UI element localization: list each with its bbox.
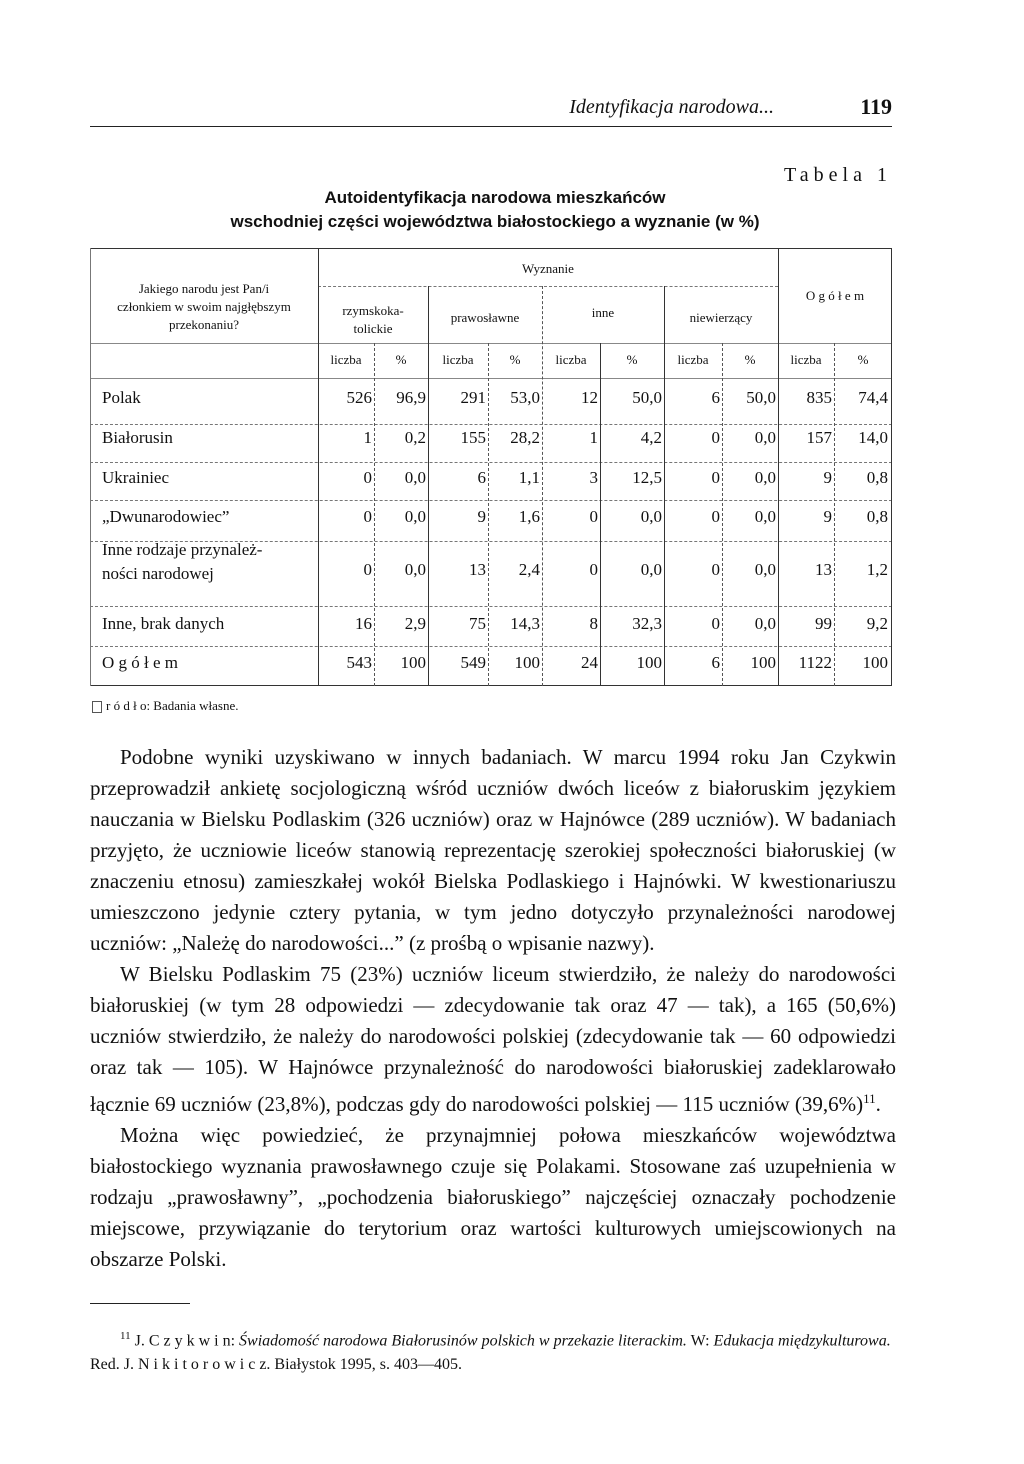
table-cell: 1,6 [518, 507, 540, 526]
table-cell: 100 [400, 653, 426, 672]
table-caption-line2: wschodniej części województwa białostockiego a wyznanie (w %) [230, 212, 760, 231]
sub-header-pct: % [857, 352, 869, 367]
table-cell: 16 [355, 614, 372, 633]
row-label: Białorusin [102, 428, 173, 447]
sub-header-pct: % [509, 352, 521, 367]
table-cell: 0,0 [640, 507, 662, 526]
col-header-niewierzacy: niewierzący [689, 310, 753, 325]
table-cell: 0 [711, 428, 720, 447]
table-cell: 3 [589, 468, 598, 487]
question-header: Jakiego narodu jest Pan/i członkiem w swoim najgłębszym przekonaniu? [117, 281, 291, 332]
col-header-prawoslawne: prawosławne [450, 310, 520, 325]
table-cell: 526 [346, 388, 372, 407]
table-cell: 13 [815, 560, 832, 579]
footnote-in: W: [690, 1332, 710, 1350]
table-cell: 53,0 [510, 388, 540, 407]
table-cell: 0,8 [866, 507, 888, 526]
table-cell: 0,8 [866, 468, 888, 487]
table-cell: 99 [815, 614, 832, 633]
data-table [90, 248, 892, 688]
sub-header-liczba: liczba [330, 352, 362, 367]
footnote-editor: Red. J. N i k i t o r o w i c z. [90, 1356, 271, 1374]
footnote-number: 11 [120, 1330, 131, 1342]
row-label: Ukrainiec [102, 468, 170, 487]
page-number: 119 [860, 94, 892, 119]
sub-header-liczba: liczba [677, 352, 709, 367]
table-cell: 13 [469, 560, 486, 579]
paragraph-3: Można więc powiedzieć, że przynajmniej połowa mieszkańców województwa białostockiego wyznania prawosławnego czuje się Polakami. Stosowane zaś uzupełnienia w rodzaju „prawosławny”, „pochodzenia białoruskiego” najczęściej oznaczały pochodzenie miejscowe, przywiązanie do terytorium oraz wartości kulturowych umiejscowionych na obszarze Polski. [90, 1123, 896, 1271]
table-cell: 0,0 [640, 560, 662, 579]
table-cell: 0,0 [754, 428, 776, 447]
table-cell: 0,0 [754, 468, 776, 487]
footnote-author: J. C z y k w i n: [134, 1332, 236, 1350]
footnote-book: Edukacja międzykulturowa. [713, 1332, 891, 1350]
table-cell: 0,0 [404, 560, 426, 579]
table-cell: 9 [477, 507, 486, 526]
table-cell: 32,3 [632, 614, 662, 633]
col-header-rzymskokatolickie: rzymskoka- tolickie [342, 303, 404, 336]
table-cell: 0 [589, 560, 598, 579]
table-cell: 9 [823, 468, 832, 487]
table-cell: 0 [711, 468, 720, 487]
sub-header-pct: % [744, 352, 756, 367]
table-cell: 100 [750, 653, 776, 672]
footnote-title: Świadomość narodowa Białorusinów polskich w przekazie literackim. [239, 1332, 687, 1350]
table-cell: 549 [460, 653, 486, 672]
table-cell: 74,4 [858, 388, 888, 407]
table-cell: 100 [862, 653, 888, 672]
table-cell: 0,2 [404, 428, 426, 447]
sub-header-pct: % [626, 352, 638, 367]
table-cell: 14,0 [858, 428, 888, 447]
col-header-inne: inne [591, 305, 615, 320]
row-label: Inne, brak danych [102, 614, 225, 633]
table-caption [150, 186, 840, 234]
table-cell: 6 [711, 653, 720, 672]
body-text [90, 742, 896, 1275]
row-label: „Dwunarodowiec” [102, 507, 230, 526]
table-cell: 1 [363, 428, 372, 447]
sub-header-liczba: liczba [442, 352, 474, 367]
table-cell: 0 [363, 560, 372, 579]
table-cell: 4,2 [640, 428, 662, 447]
table-caption-line1: Autoidentyfikacja narodowa mieszkańców [324, 188, 666, 207]
table-label: Tabela 1 [783, 164, 892, 186]
table-cell: 0 [711, 560, 720, 579]
table-cell: 0,0 [754, 560, 776, 579]
table-cell: 835 [806, 388, 832, 407]
table-cell: 6 [711, 388, 720, 407]
paragraph-1: Podobne wyniki uzyskiwano w innych badaniach. W marcu 1994 roku Jan Czykwin przeprowadził ankietę socjologiczną wśród uczniów dwóch liceów z białoruskim językiem nauczania w Bielsku Podlaskim (326 uczniów) oraz w Hajnówce (289 uczniów). W badaniach przyjęto, że uczniowie liceów stanowią reprezentację szerokiej społeczności białoruskiej (w znaczeniu etnosu) zamieszkałej wokół Bielska Podlaskiego i Hajnówki. W kwestionariuszu umieszczono jedynie cztery pytania, w tym jedno dotyczyło przynależności narodowej uczniów: „Należę do narodowości...” (z prośbą o wpisanie nazwy). [90, 745, 896, 955]
table-cell: 157 [806, 428, 832, 447]
footnote-divider [90, 1303, 190, 1304]
table-cell: 1122 [798, 653, 832, 672]
col-header-ogolem: O g ó ł e m [805, 288, 865, 303]
group-header: Wyznanie [522, 261, 574, 276]
table-cell: 155 [460, 428, 486, 447]
table-cell: 50,0 [746, 388, 776, 407]
table-cell: 543 [346, 653, 372, 672]
table-cell: 1,2 [866, 560, 888, 579]
table-cell: 0 [363, 507, 372, 526]
table-cell: 28,2 [510, 428, 540, 447]
table-cell: 291 [460, 388, 486, 407]
table-cell: 1,1 [518, 468, 540, 487]
table-cell: 9 [823, 507, 832, 526]
footnote-ref: 11 [863, 1091, 876, 1106]
table-cell: 50,0 [632, 388, 662, 407]
table-cell: 0,0 [754, 614, 776, 633]
running-header [90, 96, 892, 127]
paragraph-2: W Bielsku Podlaskim 75 (23%) uczniów liceum stwierdziło, że należy do narodowości białoruskiej (w tym 28 odpowiedzi — zdecydowanie tak oraz 47 — tak), a 165 (50,6%) uczniów stwierdziło, że należy do narodowości polskiej (zdecydowanie tak — 60 odpowiedzi oraz tak — 105). W Hajnówce przynależność do narodowości białoruskiej zadeklarowało łącznie 69 uczniów (23,8%), podczas gdy do narodowości polskiej — 115 uczniów $(39,6\%)^{11}$. [90, 962, 896, 1116]
row-label: Polak [102, 388, 141, 407]
sub-header-liczba: liczba [555, 352, 587, 367]
sub-header-pct: % [395, 352, 407, 367]
table-cell: 0 [711, 614, 720, 633]
table-cell: 12,5 [632, 468, 662, 487]
table-cell: 100 [636, 653, 662, 672]
row-label: Inne rodzaje przynależ- [102, 540, 263, 559]
table-cell: 75 [469, 614, 486, 633]
table-cell: 8 [589, 614, 598, 633]
table-cell: 0 [711, 507, 720, 526]
table-cell: 0,0 [754, 507, 776, 526]
table-cell: 96,9 [396, 388, 426, 407]
table-cell: 6 [477, 468, 486, 487]
table-cell: 14,3 [510, 614, 540, 633]
table-source: r ó d ł o: Badania własne. [92, 698, 239, 714]
table-cell: 1 [589, 428, 598, 447]
table-cell: 0,0 [404, 507, 426, 526]
table-cell: 100 [514, 653, 540, 672]
footnote [90, 1324, 896, 1377]
table-cell: 24 [581, 653, 598, 672]
footnote-imprint: Białystok 1995, s. 403—405. [274, 1356, 462, 1374]
table-cell: 2,4 [518, 560, 540, 579]
table-cell: 2,9 [404, 614, 426, 633]
table-cell: 0 [589, 507, 598, 526]
sub-header-liczba: liczba [790, 352, 822, 367]
table-cell: 0 [363, 468, 372, 487]
missing-glyph-icon [92, 701, 102, 713]
table-cell: 12 [581, 388, 598, 407]
row-label: O g ó ł e m [102, 653, 179, 672]
running-title: Identyfikacja narodowa... [569, 96, 774, 118]
row-label: ności narodowej [102, 564, 214, 583]
table-cell: 0,0 [404, 468, 426, 487]
table-cell: 9,2 [866, 614, 888, 633]
